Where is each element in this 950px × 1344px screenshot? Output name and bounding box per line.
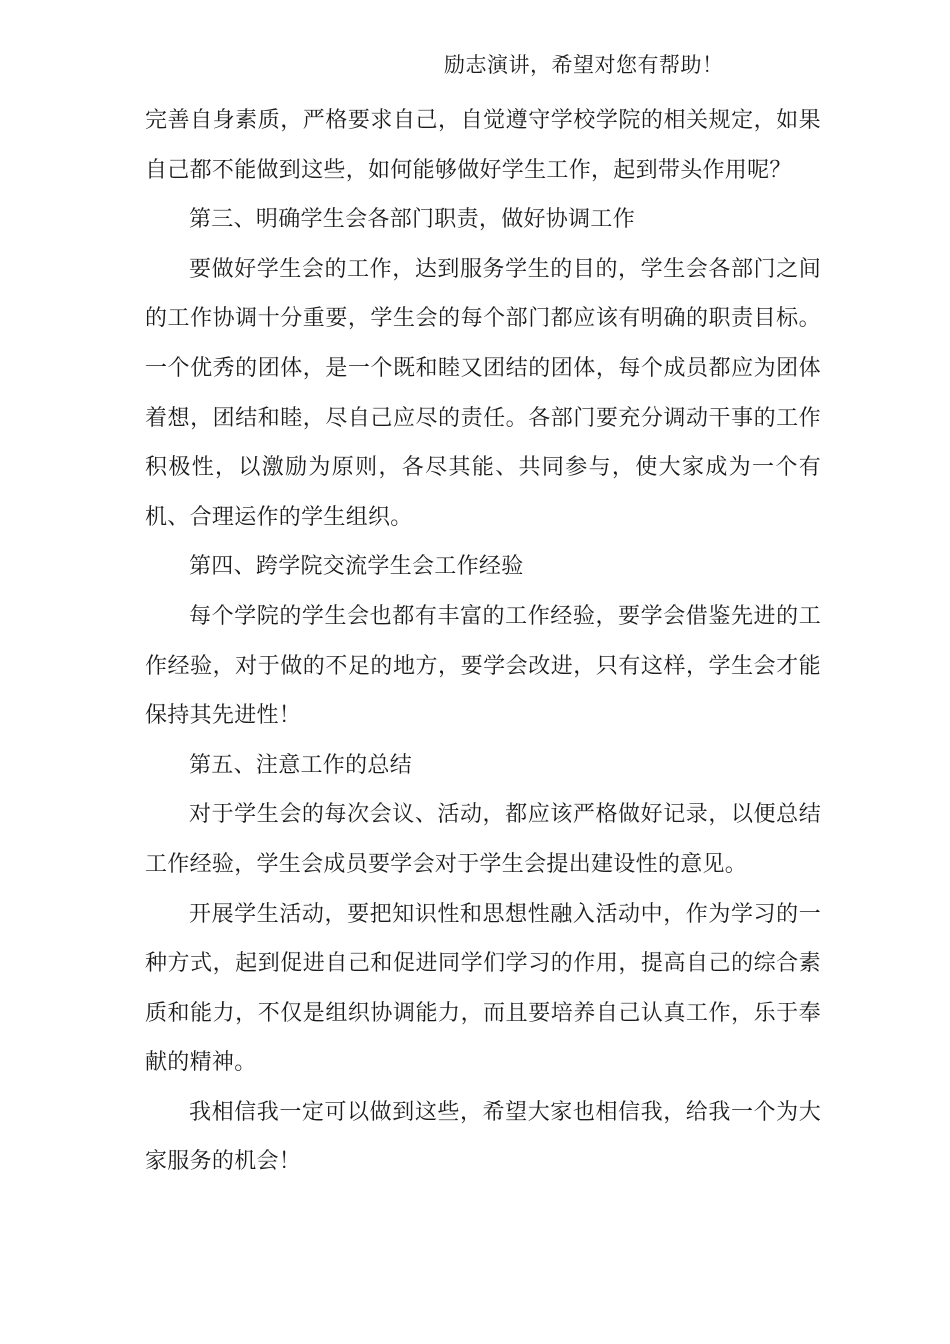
paragraph-continuation: 完善自身素质，严格要求自己，自觉遵守学校学院的相关规定，如果自己都不能做到这些，如何能够做好学生工作，起到带头作用呢？ (145, 108, 821, 183)
closing-paragraph: 我相信我一定可以做到这些，希望大家也相信我，给我一个为大家服务的机会！ (145, 1099, 821, 1175)
paragraph: 每个学院的学生会也都有丰富的工作经验，要学会借鉴先进的工作经验，对于做的不足的地方，要学会改进，只有这样，学生会才能保持其先进性！ (145, 603, 821, 729)
section-heading-five: 第五、注意工作的总结 (189, 752, 413, 778)
paragraph: 对于学生会的每次会议、活动，都应该严格做好记录，以便总结工作经验，学生会成员要学会对于学生会提出建设性的意见。 (145, 802, 821, 877)
section-heading-three: 第三、明确学生会各部门职责，做好协调工作 (189, 207, 636, 233)
paragraph: 要做好学生会的工作，达到服务学生的目的，学生会各部门之间的工作协调十分重要，学生会的每个部门都应该有明确的职责目标。一个优秀的团体，是一个既和睦又团结的团体，每个成员都应为团体着想，团结和睦，尽自己应尽的责任。各部门要充分调动干事的工作积极性，以激励为原则，各尽其能、共同参与，使大家成为一个有机、合理运作的学生组织。 (145, 256, 821, 530)
section-heading-four: 第四、跨学院交流学生会工作经验 (189, 554, 524, 580)
body-text (145, 96, 821, 1187)
page-header: 励志演讲，希望对您有帮助！ (444, 53, 724, 77)
paragraph: 开展学生活动，要把知识性和思想性融入活动中，作为学习的一种方式，起到促进自己和促进同学们学习的作用，提高自己的综合素质和能力，不仅是组织协调能力，而且要培养自己认真工作，乐于奉献的精神。 (145, 901, 821, 1076)
